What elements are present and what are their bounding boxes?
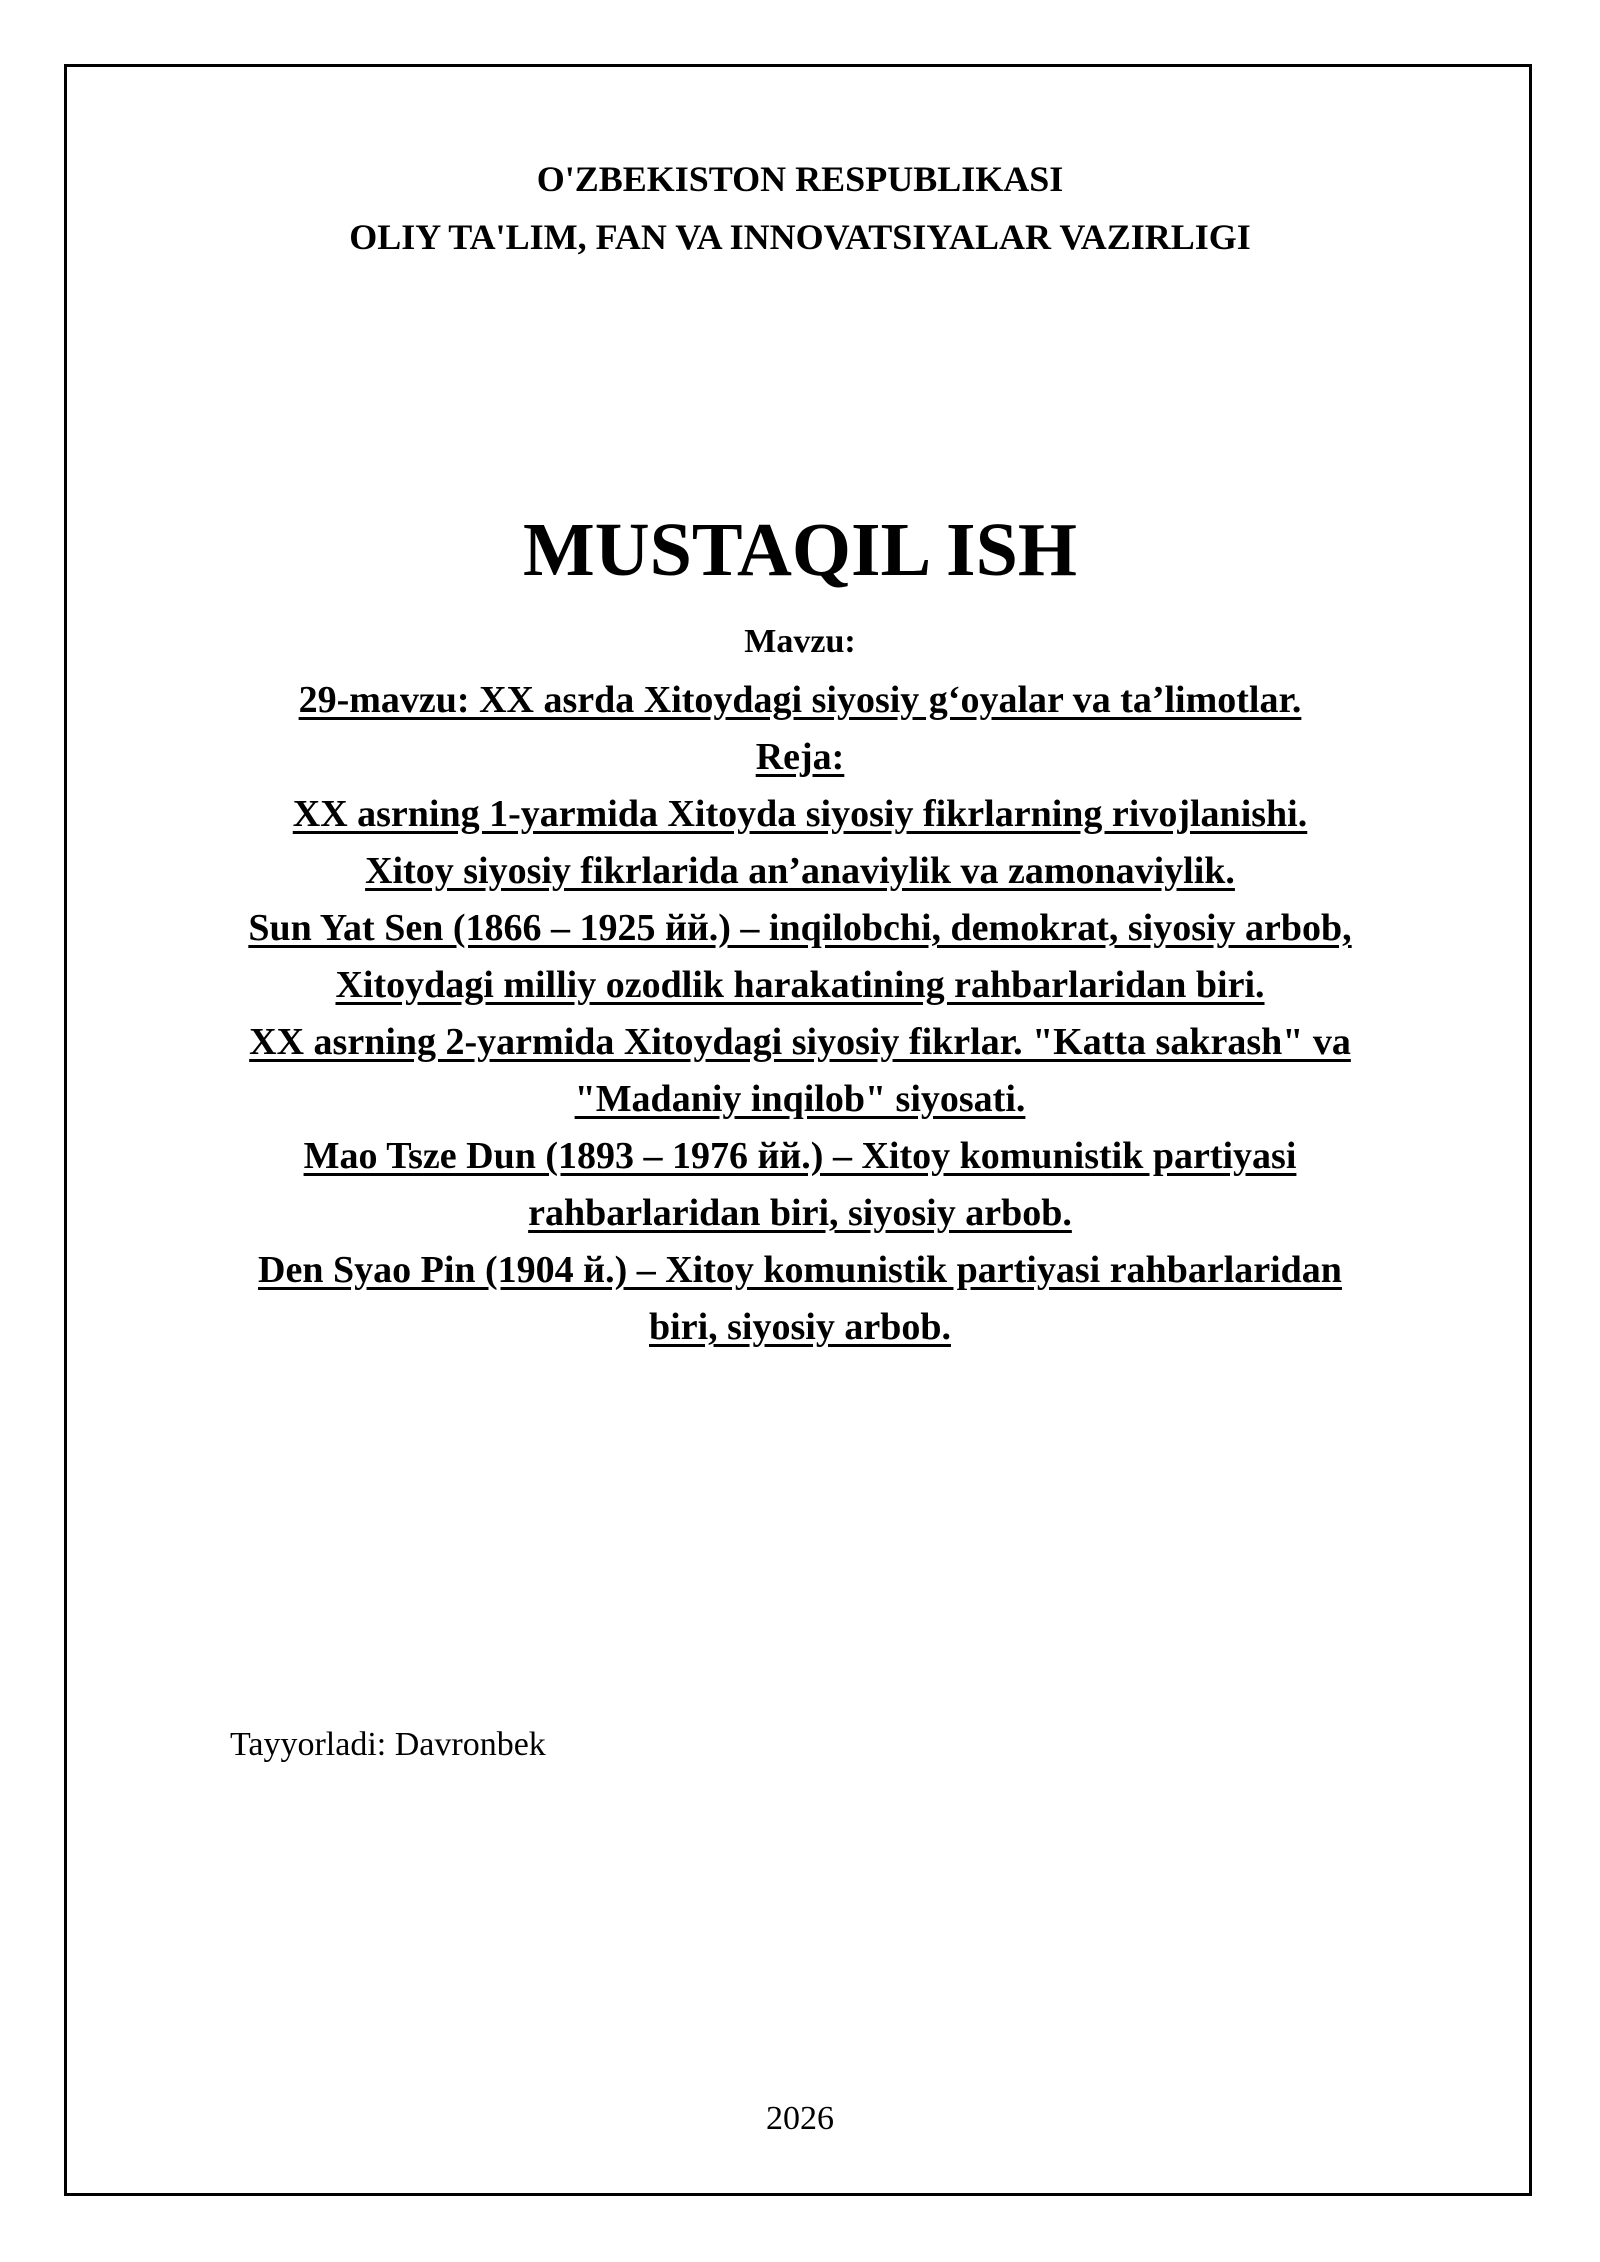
plan-line: rahbarlaridan biri, siyosiy arbob. [528,1192,1072,1234]
header-ministry: OLIY TA'LIM, FAN VA INNOVATSIYALAR VAZIRLIGI [349,217,1251,257]
document-title: MUSTAQIL ISH [523,508,1077,592]
plan-line: XX asrning 1-yarmida Xitoyda siyosiy fikrlarning rivojlanishi. [292,793,1308,835]
plan-line: Mao Tsze Dun (1893 – 1976 йй.) – Xitoy komunistik partiyasi [303,1135,1297,1177]
year: 2026 [766,2100,834,2137]
topic-text: 29-mavzu: XX asrda Xitoydagi siyosiy g‘oyalar va ta’limotlar. [298,679,1302,721]
plan-line: XX asrning 2-yarmida Xitoydagi siyosiy fikrlar. "Katta sakrash" va [249,1021,1351,1063]
plan-line: Sun Yat Sen (1866 – 1925 йй.) – inqilobchi, demokrat, siyosiy arbob, [248,907,1352,949]
plan-line: biri, siyosiy arbob. [649,1306,951,1348]
plan-line: "Madaniy inqilob" siyosati. [574,1078,1026,1120]
plan-label: Reja: [755,736,845,778]
header-country: O'ZBEKISTON RESPUBLIKASI [536,159,1064,199]
author-line: Tayyorladi: Davronbek [230,1726,546,1763]
topic-and-plan [200,672,1400,1356]
plan-line: Den Syao Pin (1904 й.) – Xitoy komunistik partiyasi rahbarlaridan [258,1249,1342,1291]
plan-line: Xitoydagi milliy ozodlik harakatining rahbarlaridan biri. [335,964,1265,1006]
topic-label: Mavzu: [744,623,856,660]
plan-line: Xitoy siyosiy fikrlarida an’anaviylik va zamonaviylik. [365,850,1235,892]
ministry-header [0,150,1600,266]
